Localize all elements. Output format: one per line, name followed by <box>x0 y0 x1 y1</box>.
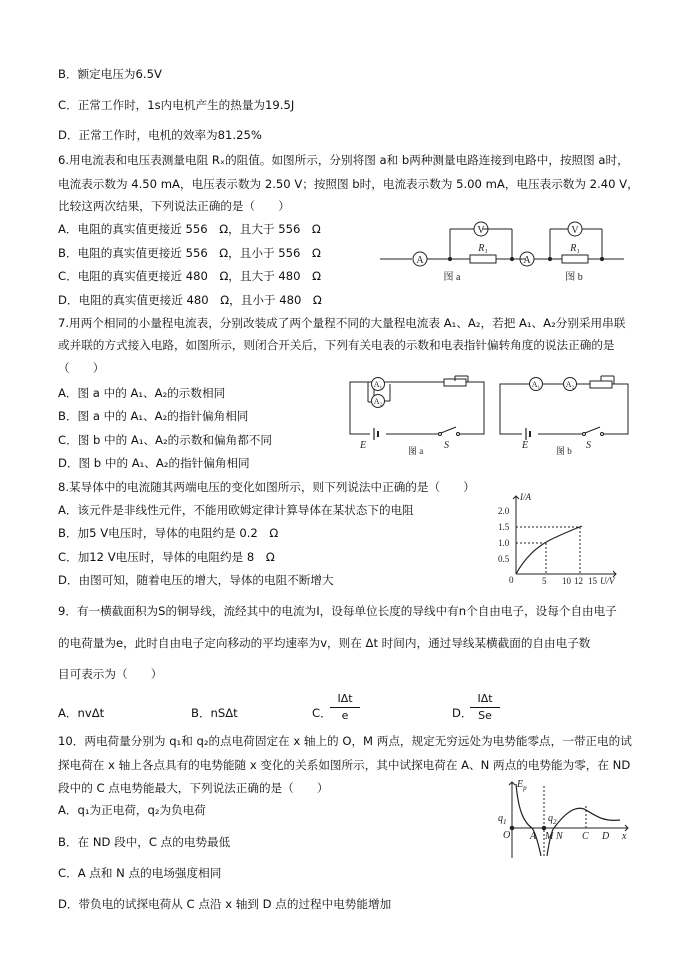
switch-label: S <box>444 440 449 451</box>
resistor-icon <box>562 255 588 263</box>
origin-label: O <box>503 830 511 841</box>
q7-option-c: C．图 b 中的 A₁、A₂的示数和偏角都不同 <box>58 433 272 447</box>
switch-label: S <box>586 440 591 451</box>
x-axis-label: x <box>622 831 627 842</box>
q7-option-d: D．图 b 中的 A₁、A₂的指针偏角相同 <box>58 456 250 470</box>
q6-option-c: C．电阻的真实值更接近 480 Ω，且大于 480 Ω <box>58 269 321 283</box>
fraction-bar <box>330 707 360 708</box>
q6-stem-2: 电流表示数为 4.50 mA，电压表示数为 2.50 V；按照图 b时，电流表示数为 5.00 mA，电压表示数为 2.40 V， <box>58 177 639 191</box>
q9-option-a: A．nvΔt <box>58 706 105 720</box>
q7-stem-1: 7.用两个相同的小量程电流表，分别改装成了两个量程不同的大量程电流表 A₁、A₂，若把 A₁、A₂分别采用串联 <box>58 316 626 330</box>
x-tick-10: 10 <box>562 576 571 586</box>
y-axis-label: I/A <box>520 492 531 502</box>
q8-option-c: C．加12 V电压时，导体的电阻约是 8 Ω <box>58 550 275 564</box>
q7-stem-2: 或并联的方式接入电路，如图所示，则闭合开关后，下列有关电表的示数和电表指针偏转角度的说法正确的是 <box>58 338 615 352</box>
q7-circuit-figure <box>346 372 636 458</box>
circuit-a <box>380 222 526 283</box>
rheostat-icon <box>590 381 612 388</box>
caption-b: 图 b <box>565 272 583 283</box>
q6-circuit-figure <box>378 214 628 286</box>
q10-option-a: A．q₁为正电荷，q₂为负电荷 <box>58 803 206 817</box>
q10-ep-graph <box>494 776 634 862</box>
q9-option-c-prefix: C． <box>312 706 332 720</box>
y-tick-1-0: 1.0 <box>498 538 510 548</box>
ammeter-label: A <box>523 255 531 266</box>
y-tick-0-5: 0.5 <box>498 554 510 564</box>
fraction-denominator: e <box>341 709 349 722</box>
q10-stem-1: 10．两电荷量分别为 q₁和 q₂的点电荷固定在 x 轴上的 O，M 两点，规定无穷远处为电势能零点，一带正电的试 <box>58 734 632 748</box>
point-a-label: A <box>530 831 537 842</box>
fraction-numerator: IΔt <box>477 692 493 705</box>
q9-option-c-fraction <box>328 692 362 723</box>
q10-stem-3: 段中的 C 点电势能最大，下列说法正确的是（ ） <box>58 781 329 795</box>
charge-q1-label: $q_1$ <box>498 813 507 826</box>
q10-stem-2: 探电荷在 x 轴上各点具有的电势能随 x 变化的关系如图所示，其中试探电荷在 A、N 两点的电势能为零，在 ND <box>58 758 631 772</box>
q6-option-d: D．电阻的真实值更接近 480 Ω，且小于 480 Ω <box>58 293 322 307</box>
ep-curve-left <box>516 784 541 856</box>
point-d-label: D <box>602 831 610 842</box>
charge-q1-point <box>510 826 514 830</box>
q6-stem-1: 6.用电流表和电压表测量电阻 Rₓ的阻值。如图所示，分别将图 a和 b两种测量电路连接到电路中，按照图 a时， <box>58 153 629 167</box>
x-tick-12: 12 <box>574 576 583 586</box>
q10-option-c: C．A 点和 N 点的电场强度相同 <box>58 866 222 880</box>
q8-option-a: A．该元件是非线性元件，不能用欧姆定律计算导体在某状态下的电阻 <box>58 503 414 517</box>
q5-option-d: D．正常工作时，电机的效率为81.25% <box>58 128 262 142</box>
q9-option-b: B．nSΔt <box>191 706 238 720</box>
q7-stem-3: （ ） <box>58 361 105 375</box>
x-tick-5: 5 <box>542 576 547 586</box>
voltmeter-label: V <box>477 225 485 236</box>
circuit-b <box>500 376 628 456</box>
q5-option-b: B．额定电压为6.5V <box>58 67 162 81</box>
resistor-label: R₁ <box>570 243 580 254</box>
caption-a: 图 a <box>408 446 424 456</box>
x-tick-15: 15 <box>588 576 597 586</box>
q8-iu-graph <box>496 488 626 586</box>
ammeter-label: A <box>416 255 424 266</box>
y-axis-label: $E_p$ <box>517 779 527 792</box>
q6-option-b: B．电阻的真实值更接近 556 Ω，且小于 556 Ω <box>58 246 321 260</box>
charge-q2-label: $q_2$ <box>548 813 557 826</box>
q9-option-d-prefix: D． <box>452 706 473 720</box>
q9-stem-3: 目可表示为（ ） <box>58 667 163 681</box>
y-tick-2-0: 2.0 <box>498 506 510 516</box>
ammeter-a2-label: A₂ <box>373 397 383 406</box>
q5-option-c: C．正常工作时，1s内电机产生的热量为19.5J <box>58 98 295 112</box>
ammeter-a1-label: A₁ <box>373 380 383 389</box>
q10-option-d: D．带负电的试探电荷从 C 点沿 x 轴到 D 点的过程中电势能增加 <box>58 897 392 911</box>
q9-stem-2: 的电荷量为e，此时自由电子定向移动的平均速率为v，则在 Δt 时间内，通过导线某横截面的自由电子数 <box>58 636 591 650</box>
circuit-b <box>506 222 624 283</box>
q7-option-b: B．图 a 中的 A₁、A₂的指针偏角相同 <box>58 409 249 423</box>
battery-label: E <box>522 440 529 451</box>
iu-curve <box>516 526 582 574</box>
q6-stem-3: 比较这两次结果，下列说法正确的是（ ） <box>58 199 290 213</box>
voltmeter-label: V <box>571 225 579 236</box>
caption-b: 图 b <box>556 446 572 456</box>
point-n-label: N <box>556 831 563 842</box>
circuit-a <box>350 376 484 456</box>
q8-stem: 8.某导体中的电流随其两端电压的变化如图所示，则下列说法中正确的是（ ） <box>58 480 475 494</box>
fraction-denominator: Se <box>478 709 492 722</box>
q7-option-a: A．图 a 中的 A₁、A₂的示数相同 <box>58 386 226 400</box>
q6-option-a: A．电阻的真实值更接近 556 Ω，且大于 556 Ω <box>58 222 321 236</box>
point-c-label: C <box>582 831 589 842</box>
ammeter-a1-label: A₁ <box>531 380 541 389</box>
q9-stem-1: 9．有一横截面积为S的铜导线，流经其中的电流为I，设每单位长度的导线中有n个自由电子，设每个自由电子 <box>58 604 617 618</box>
ammeter-a2-label: A₂ <box>565 380 575 389</box>
point-m-label: M <box>545 831 554 842</box>
x-axis-label: U/V <box>600 576 615 586</box>
q8-option-d: D．由图可知，随着电压的增大，导体的电阻不断增大 <box>58 573 334 587</box>
q8-option-b: B．加5 V电压时，导体的电阻约是 0.2 Ω <box>58 526 279 540</box>
q9-option-d-fraction <box>468 692 502 723</box>
caption-a: 图 a <box>443 272 461 283</box>
fraction-numerator: IΔt <box>337 692 353 705</box>
battery-label: E <box>360 440 367 451</box>
origin-label: 0 <box>509 575 514 585</box>
y-tick-1-5: 1.5 <box>498 522 510 532</box>
resistor-label: R₁ <box>478 243 488 254</box>
fraction-bar <box>470 707 500 708</box>
q10-option-b: B．在 ND 段中，C 点的电势最低 <box>58 835 231 849</box>
resistor-icon <box>470 255 496 263</box>
